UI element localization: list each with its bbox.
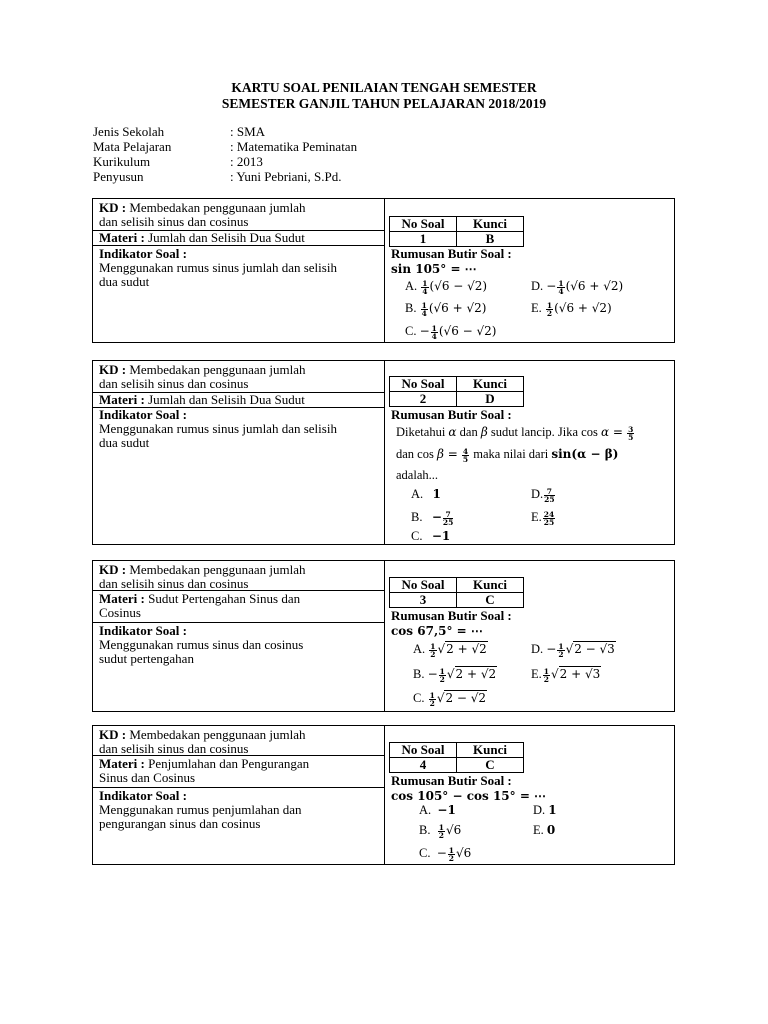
indikator-text: pengurangan sinus dan cosinus <box>99 816 261 831</box>
info-row <box>93 139 357 154</box>
question-card-2 <box>92 360 675 545</box>
fraction: $\frac{24}{25}$ <box>543 509 555 527</box>
no-soal-header: No Soal <box>390 743 457 758</box>
option-e: E. $\frac{24}{25}$ <box>531 509 555 527</box>
no-soal-header: No Soal <box>390 217 457 232</box>
kd-cell <box>93 363 384 393</box>
indikator-text: dua sudut <box>99 274 150 289</box>
materi-label: Materi : <box>99 230 145 245</box>
indikator-text: Menggunakan rumus sinus jumlah dan selisih <box>99 421 337 436</box>
kunci-header: Kunci <box>457 743 524 758</box>
info-block <box>93 124 357 184</box>
fraction: $\frac{1}{4}$ <box>431 323 437 341</box>
fraction: $\frac{1}{4}$ <box>558 278 564 296</box>
no-soal-header: No Soal <box>390 377 457 392</box>
option-a: A. −1 <box>419 803 456 817</box>
materi-text: Penjumlahan dan Pengurangan <box>148 756 310 771</box>
info-value: : Yuni Pebriani, S.Pd. <box>230 169 342 184</box>
option-c: C. − $\frac{1}{4}$ (√6 − √2) <box>405 323 497 341</box>
info-label: Jenis Sekolah <box>93 124 165 139</box>
fraction: $\frac{4}{5}$ <box>462 446 469 464</box>
option-d: D. 1 <box>533 803 557 817</box>
indikator-text: Menggunakan rumus penjumlahan dan <box>99 802 302 817</box>
rumusan-label: Rumusan Butir Soal : <box>391 407 512 422</box>
rumusan-label: Rumusan Butir Soal : <box>391 773 512 788</box>
materi-label: Materi : <box>99 756 145 771</box>
rumusan-label: Rumusan Butir Soal : <box>391 246 512 261</box>
question-card-4 <box>92 725 675 865</box>
fraction: $\frac{7}{25}$ <box>544 486 555 504</box>
option-b: B. − $\frac{1}{2}$ √2 + √2 <box>413 666 497 684</box>
rumusan-label: Rumusan Butir Soal : <box>391 608 512 623</box>
kd-text: Membedakan penggunaan jumlah <box>129 362 306 377</box>
option-e: E. $\frac{1}{2}$ √2 + √3 <box>531 666 601 684</box>
kd-label: KD : <box>99 727 127 742</box>
materi-label: Materi : <box>99 392 145 407</box>
fraction: $\frac{1}{2}$ <box>543 666 549 684</box>
question-text: cos 67,5° = ⋯ <box>391 624 483 638</box>
key-table <box>389 742 524 773</box>
fraction: $\frac{1}{2}$ <box>439 666 445 684</box>
info-row <box>93 154 357 169</box>
kd-text: dan selisih sinus dan cosinus <box>99 741 249 756</box>
materi-text: Cosinus <box>99 605 141 620</box>
question-card-3 <box>92 560 675 712</box>
kd-text: dan selisih sinus dan cosinus <box>99 576 249 591</box>
kunci-header: Kunci <box>457 217 524 232</box>
kunci-header: Kunci <box>457 578 524 593</box>
question-text: adalah... <box>396 468 438 482</box>
fraction: $\frac{3}{5}$ <box>628 424 634 442</box>
info-label: Penyusun <box>93 169 144 184</box>
indikator-text: Menggunakan rumus sinus dan cosinus <box>99 637 304 652</box>
kd-cell <box>93 728 384 756</box>
info-label: Mata Pelajaran <box>93 139 172 154</box>
kd-label: KD : <box>99 562 127 577</box>
question-card-1 <box>92 198 675 343</box>
card-left-column <box>93 561 385 711</box>
indikator-label: Indikator Soal : <box>99 788 187 803</box>
option-d: D. − $\frac{1}{4}$ (√6 + √2) <box>531 278 624 296</box>
card-left-column <box>93 726 385 864</box>
indikator-text: dua sudut <box>99 435 150 450</box>
option-e: E. 0 <box>533 823 556 837</box>
option-d: D. $\frac{7}{25}$ <box>531 486 555 504</box>
indikator-text: Menggunakan rumus sinus jumlah dan selisih <box>99 260 337 275</box>
kunci-header: Kunci <box>457 377 524 392</box>
option-e: E. $\frac{1}{2}$ (√6 + √2) <box>531 300 612 318</box>
indikator-label: Indikator Soal : <box>99 246 187 261</box>
indikator-label: Indikator Soal : <box>99 623 187 638</box>
indikator-text: sudut pertengahan <box>99 651 194 666</box>
card-left-column <box>93 199 385 342</box>
question-text: sin 105° = ⋯ <box>391 262 477 276</box>
no-soal-value: 1 <box>390 232 457 247</box>
materi-text: Sudut Pertengahan Sinus dan <box>148 591 301 606</box>
option-b: B. − $\frac{7}{25}$ <box>411 509 454 527</box>
kd-text: Membedakan penggunaan jumlah <box>129 200 306 215</box>
option-d: D. − $\frac{1}{2}$ √2 − √3 <box>531 641 615 659</box>
kunci-value: C <box>457 593 524 608</box>
materi-cell <box>93 231 384 246</box>
fraction: $\frac{1}{2}$ <box>546 300 553 318</box>
info-value: : 2013 <box>230 154 263 169</box>
kd-text: dan selisih sinus dan cosinus <box>99 376 249 391</box>
materi-cell <box>93 393 384 408</box>
indikator-label: Indikator Soal : <box>99 407 187 422</box>
fraction: $\frac{7}{25}$ <box>442 509 454 527</box>
option-b: B. $\frac{1}{2}$ √6 <box>419 822 462 840</box>
materi-cell <box>93 757 384 788</box>
no-soal-header: No Soal <box>390 578 457 593</box>
option-c: C. $\frac{1}{2}$ √2 − √2 <box>413 690 487 708</box>
kd-label: KD : <box>99 200 127 215</box>
fraction: $\frac{1}{2}$ <box>429 690 435 708</box>
info-row <box>93 124 357 139</box>
question-text: dan cos β = $\frac{4}{5}$ maka nilai dari sin(α − β) <box>396 446 619 464</box>
no-soal-value: 2 <box>390 392 457 407</box>
kd-cell <box>93 201 384 231</box>
document-title: KARTU SOAL PENILAIAN TENGAH SEMESTER <box>231 80 537 95</box>
indikator-cell <box>93 789 384 831</box>
info-value: : Matematika Peminatan <box>230 139 358 154</box>
materi-label: Materi : <box>99 591 145 606</box>
document-subtitle: SEMESTER GANJIL TAHUN PELAJARAN 2018/2019 <box>221 96 547 111</box>
kunci-value: B <box>457 232 524 247</box>
indikator-cell <box>93 408 384 450</box>
question-text: cos 105° − cos 15° = ⋯ <box>391 789 547 803</box>
materi-cell <box>93 592 384 623</box>
no-soal-value: 4 <box>390 758 457 773</box>
kd-text: dan selisih sinus dan cosinus <box>99 214 249 229</box>
fraction: $\frac{1}{2}$ <box>438 822 444 840</box>
no-soal-value: 3 <box>390 593 457 608</box>
kunci-value: C <box>457 758 524 773</box>
kd-cell <box>93 563 384 591</box>
kd-label: KD : <box>99 362 127 377</box>
fraction: $\frac{1}{4}$ <box>421 300 427 318</box>
fraction: $\frac{1}{2}$ <box>448 845 454 863</box>
materi-text: Jumlah dan Selisih Dua Sudut <box>148 392 305 407</box>
option-a: A. $\frac{1}{4}$ (√6 − √2) <box>405 278 488 296</box>
indikator-cell <box>93 624 384 666</box>
option-b: B. $\frac{1}{4}$ (√6 + √2) <box>405 300 487 318</box>
info-label: Kurikulum <box>93 154 151 169</box>
option-c: C. −1 <box>411 529 451 543</box>
fraction: $\frac{1}{2}$ <box>558 641 564 659</box>
materi-text: Sinus dan Cosinus <box>99 770 196 785</box>
fraction: $\frac{1}{4}$ <box>422 278 428 296</box>
fraction: $\frac{1}{2}$ <box>430 641 436 659</box>
question-text: Diketahui α dan β sudut lancip. Jika cos α = $\frac{3}{5}$ <box>396 424 634 442</box>
info-value: : SMA <box>230 124 266 139</box>
option-a: A. $\frac{1}{2}$ √2 + √2 <box>413 641 487 659</box>
materi-text: Jumlah dan Selisih Dua Sudut <box>148 230 305 245</box>
kd-text: Membedakan penggunaan jumlah <box>129 562 306 577</box>
option-a: A. 1 <box>411 487 441 501</box>
info-row <box>93 169 357 184</box>
kd-text: Membedakan penggunaan jumlah <box>129 727 306 742</box>
key-table <box>389 577 524 608</box>
indikator-cell <box>93 247 384 289</box>
key-table <box>389 216 524 247</box>
key-table <box>389 376 524 407</box>
card-left-column <box>93 361 385 544</box>
kunci-value: D <box>457 392 524 407</box>
option-c: C. − $\frac{1}{2}$ √6 <box>419 845 472 863</box>
